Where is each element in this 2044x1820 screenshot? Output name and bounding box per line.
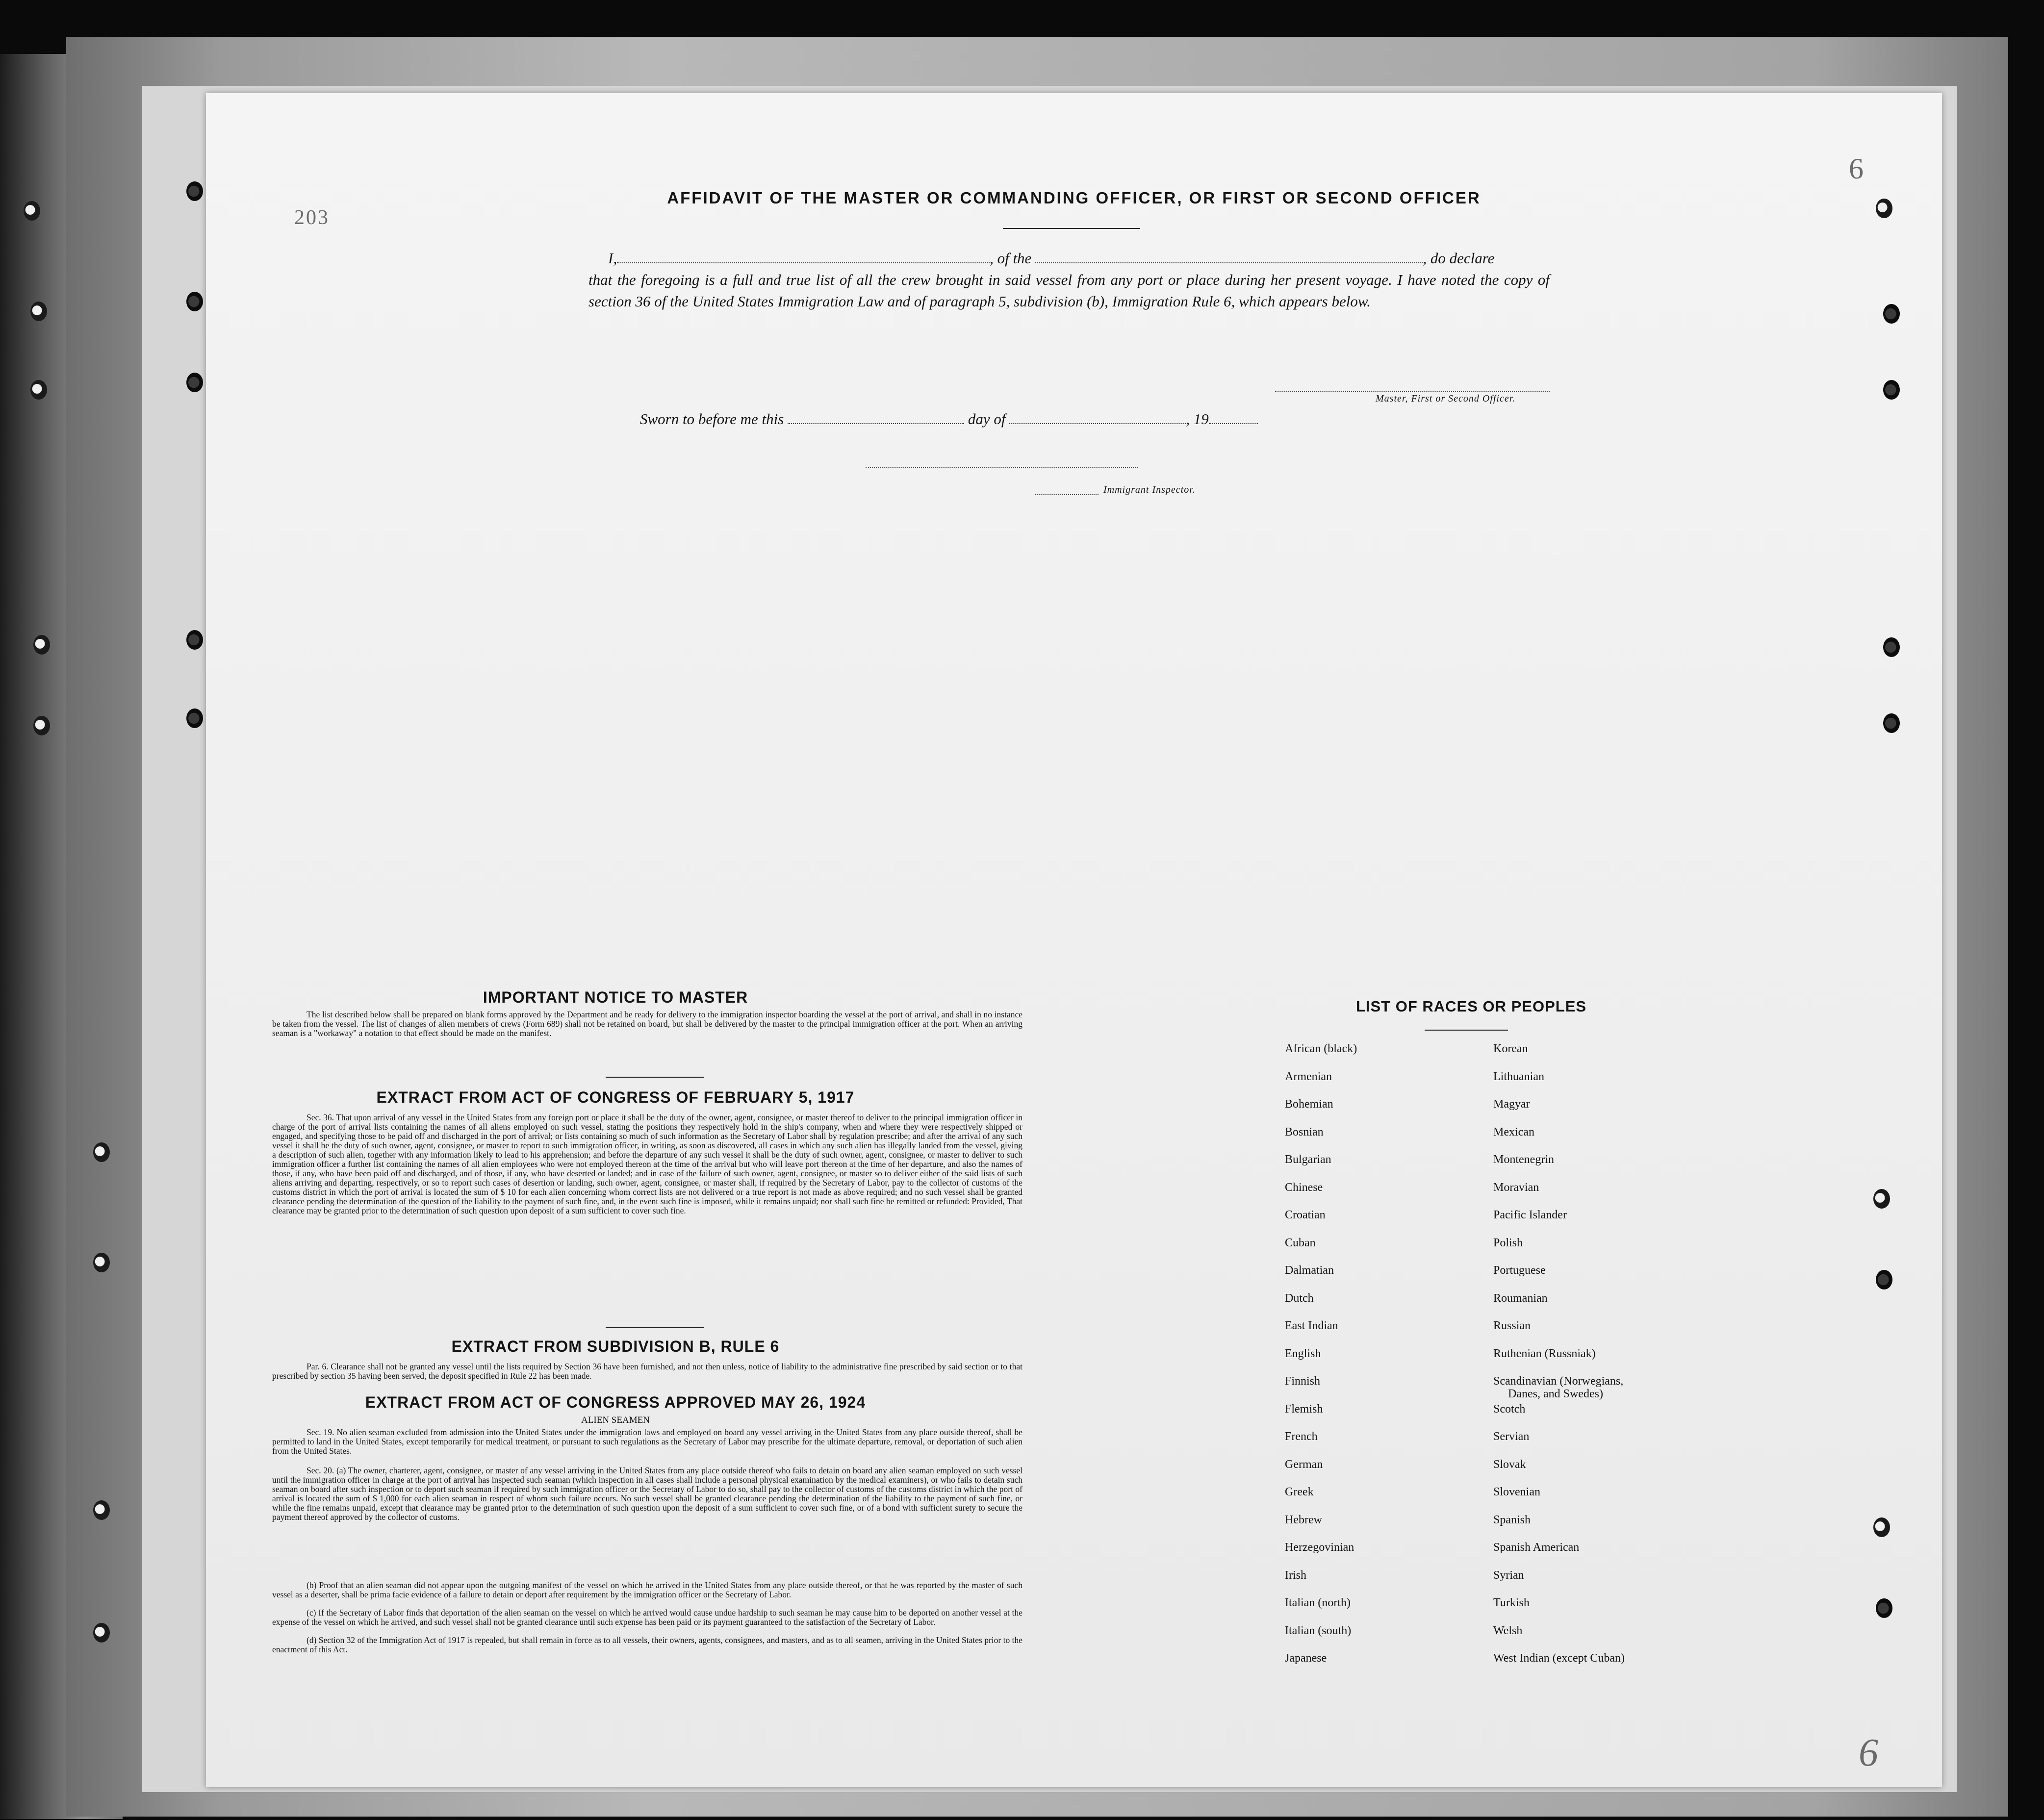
master-caption: Master, First or Second Officer.: [1376, 393, 1516, 404]
race-item: Roumanian: [1493, 1292, 1548, 1305]
vessel-blank: [1035, 251, 1423, 263]
affidavit-body: [588, 248, 1550, 312]
year-blank: [1209, 411, 1258, 424]
handwritten-mark: 6: [1859, 1731, 1878, 1774]
affidavit-statement: that the foregoing is a full and true list of all the crew brought in said vessel from any port or place during her present voyage. I have noted the copy of section 36 of the United States Immigration Law and of paragraph 5, subdivision (b), Immigration Rule 6, which appears below.: [588, 271, 1550, 310]
race-item: Cuban: [1285, 1237, 1316, 1249]
extract-1917-title: EXTRACT FROM ACT OF CONGRESS OF FEBRUARY 5, 1917: [376, 1088, 855, 1106]
race-item: African (black): [1285, 1042, 1357, 1055]
race-item: Moravian: [1493, 1181, 1539, 1194]
race-item: Bulgarian: [1285, 1153, 1331, 1166]
divider: [1003, 228, 1140, 229]
race-item: Armenian: [1285, 1070, 1332, 1083]
race-item: Welsh: [1493, 1624, 1523, 1637]
sworn-year: , 19: [1186, 410, 1209, 428]
sworn-line: [640, 410, 1258, 428]
extract-1924-title: EXTRACT FROM ACT OF CONGRESS APPROVED MAY 26, 1924: [365, 1393, 866, 1411]
extract-1924-sec20d: (d) Section 32 of the Immigration Act of 1917 is repealed, but shall remain in force as to all vessels, their owners, agents, consignees, and masters, and as to all seamen, arriving in the United States prior to the enactment of this Act.: [272, 1635, 1022, 1654]
divider: [1425, 1030, 1508, 1031]
day-blank: [788, 411, 964, 424]
race-item: Finnish: [1285, 1375, 1321, 1388]
race-item: Spanish American: [1493, 1541, 1580, 1554]
race-item: Polish: [1493, 1237, 1523, 1249]
binder-hole-icon: [93, 1253, 110, 1272]
race-item: Chinese: [1285, 1181, 1323, 1194]
race-item: Turkish: [1493, 1596, 1530, 1609]
binder-hole-icon: [186, 373, 203, 392]
extract-1924-sec20a: Sec. 20. (a) The owner, charterer, agent, consignee, or master of any vessel arriving in the United States from any place outside thereof who fails to detain on board any alien seaman employed on such vessel until the immigration officer in charge at the port of arrival has inspected such seaman (which inspection in all cases shall include a personal physical examination by the medical examiners), or who fails to detain such seaman on board after such inspection or to deport such seaman if required by such immigration officer or the Secretary of Labor to do so, shall pay to the collector of customs of the customs district in which the port of arrival is located the sum of $ 1,000 for each alien seaman in respect of whom such failure occurs. No such vessel shall be granted clearance pending the determination of the liability to the payment of such fine, or while the fine remains unpaid, except that clearance may be granted prior to the determination of such question upon the deposit of a sum sufficient to cover such fine, or of a bond with sufficient surety to secure the payment thereof approved by the collector of customs.: [272, 1466, 1022, 1522]
manifest-page: [206, 93, 1942, 1787]
extract-1924-sec20c: (c) If the Secretary of Labor finds that deportation of the alien seaman on the vessel on which he arrived would cause undue hardship to such seaman he may cause him to be deported on another vessel at the expense of the vessel on which he arrived, and such vessel shall not be granted clearance until such expense has been paid or its payment guaranteed to the satisfaction of the Secretary of Labor.: [272, 1608, 1022, 1627]
binder-hole-icon: [1883, 380, 1900, 400]
race-item: Ruthenian (Russniak): [1493, 1347, 1596, 1360]
race-item: Dalmatian: [1285, 1264, 1334, 1277]
binder-hole-icon: [186, 181, 203, 201]
divider: [606, 1077, 704, 1078]
race-item: Scandinavian (Norwegians,: [1493, 1375, 1624, 1388]
binder-hole-icon: [30, 302, 47, 321]
race-item: Montenegrin: [1493, 1153, 1554, 1166]
binder-hole-icon: [186, 292, 203, 311]
binder-hole-icon: [1873, 1517, 1890, 1537]
sworn-day: day of: [968, 410, 1006, 428]
binder-hole-icon: [24, 201, 40, 221]
race-item: Lithuanian: [1493, 1070, 1544, 1083]
race-item: Greek: [1285, 1486, 1314, 1498]
notice-text: The list described below shall be prepared on blank forms approved by the Department and be ready for delivery to the immigration inspector boarding the vessel at the port of arrival, and shall in no instance be taken from the vessel. The list of changes of alien members of crews (Form 689) shall not be retained on board, but shall be delivered by the master to the principal immigration officer at the port. When an arriving seaman is a "workaway" a notation to that effect should be made on the manifest.: [272, 1010, 1022, 1038]
signature-line: [1275, 391, 1550, 392]
race-item: Italian (south): [1285, 1624, 1352, 1637]
inspector-dots: [1035, 494, 1099, 495]
race-item-continuation: Danes, and Swedes): [1508, 1388, 1603, 1400]
divider: [606, 1327, 704, 1328]
races-title: LIST OF RACES OR PEOPLES: [1355, 998, 1587, 1015]
extract-rule6-title: EXTRACT FROM SUBDIVISION B, RULE 6: [451, 1338, 780, 1355]
binder-hole-icon: [1883, 637, 1900, 657]
affidavit-declare: , do declare: [1423, 250, 1495, 267]
month-blank: [1009, 411, 1186, 424]
race-item: Korean: [1493, 1042, 1528, 1055]
notice-title: IMPORTANT NOTICE TO MASTER: [483, 988, 748, 1006]
race-item: Bohemian: [1285, 1098, 1333, 1111]
binder-hole-icon: [1873, 1189, 1890, 1209]
extract-1924-sec20b: (b) Proof that an alien seaman did not appear upon the outgoing manifest of the vessel on which he arrived in the United States from any place outside thereof, or that he was reported by the master of such vessel as a deserter, shall be prima facie evidence of a failure to detain or deport after requirement by the immigration officer or the Secretary of Labor.: [272, 1580, 1022, 1599]
race-item: French: [1285, 1430, 1318, 1443]
binder-hole-icon: [33, 635, 50, 655]
race-item: Spanish: [1493, 1514, 1531, 1526]
inspector-caption: Immigrant Inspector.: [1103, 484, 1196, 495]
extract-1924-sec19: Sec. 19. No alien seaman excluded from admission into the United States under the immigration laws and employed on board any vessel arriving in the United States from any place outside thereof, shall be permitted to land in the United States, except temporarily for medical treatment, or pursuant to such regulations as the Secretary of Labor may prescribe for the ultimate departure, removal, or deportation of such alien from the United States.: [272, 1427, 1022, 1456]
affidavit-of-the: , of the: [990, 250, 1032, 267]
binder-hole-icon: [30, 380, 47, 400]
race-item: English: [1285, 1347, 1321, 1360]
race-item: Slovak: [1493, 1458, 1526, 1471]
handwritten-mark: 203: [294, 206, 330, 229]
race-item: Russian: [1493, 1319, 1531, 1332]
race-item: Japanese: [1285, 1652, 1327, 1665]
binder-hole-icon: [1876, 1270, 1892, 1289]
race-item: Flemish: [1285, 1403, 1323, 1416]
race-item: Portuguese: [1493, 1264, 1546, 1277]
race-item: Dutch: [1285, 1292, 1314, 1305]
binder-hole-icon: [186, 630, 203, 650]
race-item: German: [1285, 1458, 1323, 1471]
race-item: East Indian: [1285, 1319, 1338, 1332]
affidavit-i: I,: [608, 250, 617, 267]
binder-hole-icon: [93, 1623, 110, 1643]
affidavit-title: AFFIDAVIT OF THE MASTER OR COMMANDING OFFICER, OR FIRST OR SECOND OFFICER: [667, 189, 1481, 207]
race-item: Irish: [1285, 1569, 1306, 1582]
binder-hole-icon: [1876, 1598, 1892, 1618]
binder-hole-icon: [1883, 304, 1900, 324]
race-item: Scotch: [1493, 1403, 1526, 1416]
binder-hole-icon: [33, 716, 50, 735]
race-item: Croatian: [1285, 1209, 1326, 1221]
inspector-signature-line: [866, 467, 1138, 468]
extract-1924-subtitle: ALIEN SEAMEN: [581, 1415, 650, 1425]
binder-hole-icon: [186, 708, 203, 728]
race-item: West Indian (except Cuban): [1493, 1652, 1625, 1665]
binder-hole-icon: [1883, 713, 1900, 733]
handwritten-mark: 6: [1849, 152, 1864, 185]
race-item: Syrian: [1493, 1569, 1524, 1582]
extract-rule6-text: Par. 6. Clearance shall not be granted any vessel until the lists required by Section 36 have been furnished, and not then unless, notice of liability to the administrative fine prescribed by said section or to that prescribed by section 35 having been served, the deposit specified in Rule 22 has been made.: [272, 1362, 1022, 1381]
race-item: Magyar: [1493, 1098, 1530, 1111]
binder-hole-icon: [93, 1500, 110, 1520]
race-item: Mexican: [1493, 1126, 1534, 1138]
race-item: Bosnian: [1285, 1126, 1324, 1138]
race-item: Slovenian: [1493, 1486, 1540, 1498]
race-item: Herzegovinian: [1285, 1541, 1354, 1554]
extract-1917-text: Sec. 36. That upon arrival of any vessel in the United States from any foreign port or place it shall be the duty of the owner, agent, consignee, or master thereof to deliver to the principal immigration officer in charge of the port of arrival lists containing the names of all aliens employed on such vessel, stating the positions they respectively hold in the ship's company, when and where they were respectively shipped or engaged, and specifying those to be paid off and discharged in the port of arrival; or lists containing so much of such information as the Secretary of Labor shall by regulation prescribe; and after the arrival of any such vessel it shall be the duty of such owner, agent, consignee, or master to report to such immigration officer, in writing, as soon as discovered, all cases in which any such alien has illegally landed from the vessel, giving a description of such alien, together with any information likely to lead to his apprehension; and before the departure of any such vessel it shall be the duty of such owner, agent, consignee, or master to deliver to such immigration officer a further list containing the names of all alien employees who were not employed thereon at the time of the arrival but who will leave port thereon at the time of her departure, and also the names of those, if any, who have been paid off and discharged, and of those, if any, who have deserted or landed; and in case of the failure of such owner, agent, consignee, or master so to deliver either of the said lists of such aliens arriving and departing, respectively, or so to report such cases of desertion or landing, such owner, agent, consignee, or master shall, if required by the Secretary of Labor, pay to the collector of customs of the customs district in which the port of arrival is located the sum of $ 10 for each alien concerning whom correct lists are not delivered or a true report is not made as above required; and no such vessel shall be granted clearance pending the determination of the question of the liability to the payment of such fine, and, in the event such fine is imposed, while it remains unpaid; nor shall such fine be remitted or refunded: Provided, That clearance may be granted prior to the determination of such question upon deposit of a sum sufficient to cover such fine.: [272, 1112, 1022, 1215]
binder-hole-icon: [93, 1142, 110, 1162]
race-item: Servian: [1493, 1430, 1530, 1443]
name-blank: [617, 251, 990, 263]
sworn-prefix: Sworn to before me this: [640, 410, 784, 428]
race-item: Pacific Islander: [1493, 1209, 1567, 1221]
race-item: Italian (north): [1285, 1596, 1351, 1609]
race-item: Hebrew: [1285, 1514, 1322, 1526]
